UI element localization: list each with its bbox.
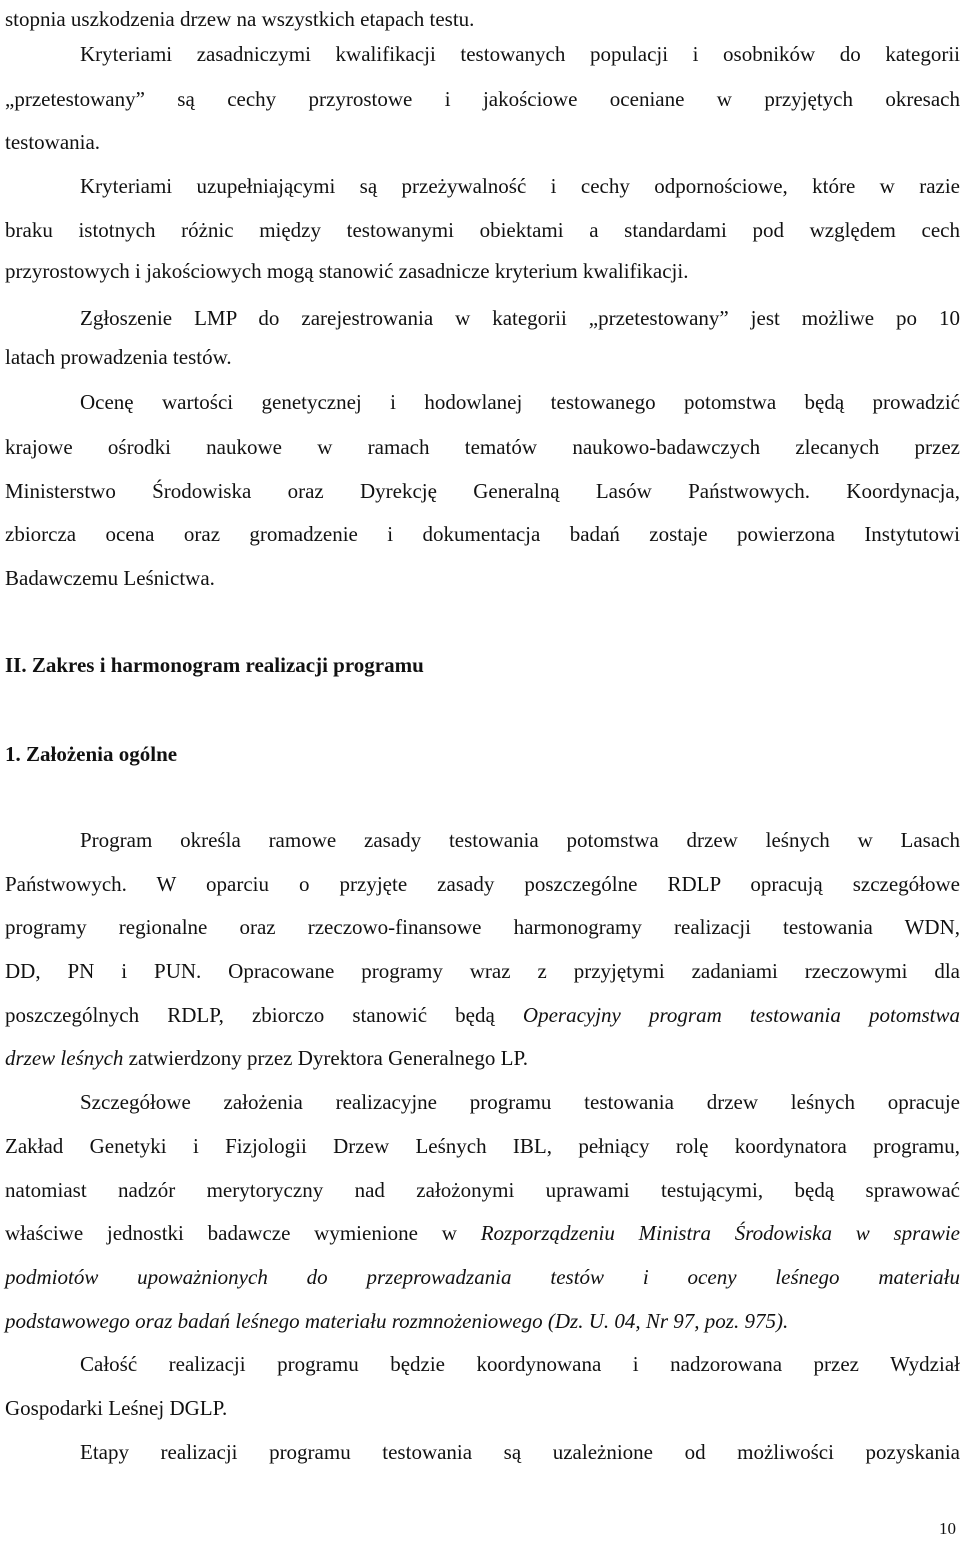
text-line xyxy=(5,344,960,370)
italic-text: Operacyjny program testowania potomstwa xyxy=(522,1003,960,1027)
text-line xyxy=(5,1177,960,1203)
text-run: natomiast nadzór merytoryczny nad założonymi uprawami testującymi, będą sprawować xyxy=(5,1178,960,1202)
text-run: przyrostowych i jakościowych mogą stanowić zasadnicze kryterium kwalifikacji. xyxy=(5,259,689,283)
text-line xyxy=(5,1002,960,1028)
text-run: Ministerstwo Środowiska oraz Dyrekcję Generalną Lasów Państwowych. Koordynacja, xyxy=(5,479,960,503)
text-line xyxy=(5,6,960,32)
italic-text: drzew leśnych xyxy=(5,1046,124,1070)
text-run: Zgłoszenie LMP do zarejestrowania w kategorii „przetestowany” jest możliwe po 10 xyxy=(80,306,960,330)
section-heading: II. Zakres i harmonogram realizacji programu xyxy=(5,653,424,677)
text-line xyxy=(5,217,960,243)
text-line xyxy=(5,1308,960,1334)
text-line xyxy=(5,1133,960,1159)
italic-text: Rozporządzeniu Ministra Środowiska w sprawie xyxy=(480,1221,960,1245)
text-line xyxy=(5,565,960,591)
text-run: poszczególnych RDLP, zbiorczo stanowić będą xyxy=(5,1003,523,1027)
text-run: zatwierdzony przez Dyrektora Generalnego LP. xyxy=(123,1046,529,1070)
text-line xyxy=(5,1395,960,1421)
text-run: Całość realizacji programu będzie koordynowana i nadzorowana przez Wydział xyxy=(80,1352,960,1376)
text-line xyxy=(80,1439,960,1465)
text-run: właściwe jednostki badawcze wymienione w xyxy=(5,1221,481,1245)
italic-text: podmiotów upoważnionych do przeprowadzania testów i oceny leśnego materiału xyxy=(5,1265,960,1289)
page-number: 10 xyxy=(939,1519,956,1538)
text-line xyxy=(5,914,960,940)
text-line xyxy=(5,258,960,284)
text-line xyxy=(5,129,960,155)
text-run: zbiorcza ocena oraz gromadzenie i dokumentacja badań zostaje powierzona Instytutowi xyxy=(5,522,960,546)
text-line xyxy=(80,41,960,67)
italic-text: podstawowego oraz badań leśnego materiału rozmnożeniowego (Dz. U. 04, Nr 97, poz. 975). xyxy=(5,1309,789,1333)
text-run: DD, PN i PUN. Opracowane programy wraz z przyjętymi zadaniami rzeczowymi dla xyxy=(5,959,960,983)
text-line xyxy=(80,1089,960,1115)
text-run: Gospodarki Leśnej DGLP. xyxy=(5,1396,228,1420)
text-line xyxy=(5,1264,960,1290)
text-line xyxy=(5,1045,960,1071)
text-run: latach prowadzenia testów. xyxy=(5,345,232,369)
text-line xyxy=(80,305,960,331)
text-line xyxy=(5,871,960,897)
text-run: Badawczemu Leśnictwa. xyxy=(5,566,215,590)
text-run: Kryteriami zasadniczymi kwalifikacji testowanych populacji i osobników do kategorii xyxy=(80,42,960,66)
text-line xyxy=(5,434,960,460)
text-run: Ocenę wartości genetycznej i hodowlanej testowanego potomstwa będą prowadzić xyxy=(80,390,960,414)
text-line xyxy=(5,521,960,547)
text-run: Etapy realizacji programu testowania są uzależnione od możliwości pozyskania xyxy=(80,1440,960,1464)
text-run: Program określa ramowe zasady testowania potomstwa drzew leśnych w Lasach xyxy=(80,828,960,852)
text-run: „przetestowany” są cechy przyrostowe i jakościowe oceniane w przyjętych okresach xyxy=(5,87,960,111)
text-line xyxy=(80,173,960,199)
subsection-heading: 1. Założenia ogólne xyxy=(5,742,178,766)
text-run: Państwowych. W oparciu o przyjęte zasady poszczególne RDLP opracują szczegółowe xyxy=(5,872,960,896)
text-run: Zakład Genetyki i Fizjologii Drzew Leśnych IBL, pełniący rolę koordynatora programu, xyxy=(5,1134,960,1158)
text-run: Szczegółowe założenia realizacyjne programu testowania drzew leśnych opracuje xyxy=(80,1090,960,1114)
text-line xyxy=(5,86,960,112)
text-line xyxy=(80,827,960,853)
text-line xyxy=(5,1220,960,1246)
text-line xyxy=(80,389,960,415)
text-run: testowania. xyxy=(5,130,101,154)
text-line xyxy=(80,1351,960,1377)
text-run: braku istotnych różnic między testowanymi obiektami a standardami pod względem cech xyxy=(5,218,960,242)
text-line xyxy=(5,958,960,984)
text-run: Kryteriami uzupełniającymi są przeżywalność i cechy odpornościowe, które w razie xyxy=(80,174,960,198)
text-run: krajowe ośrodki naukowe w ramach tematów naukowo-badawczych zlecanych przez xyxy=(5,435,960,459)
text-run: programy regionalne oraz rzeczowo-finansowe harmonogramy realizacji testowania WDN, xyxy=(5,915,960,939)
text-run: stopnia uszkodzenia drzew na wszystkich etapach testu. xyxy=(5,7,475,31)
text-line xyxy=(5,478,960,504)
